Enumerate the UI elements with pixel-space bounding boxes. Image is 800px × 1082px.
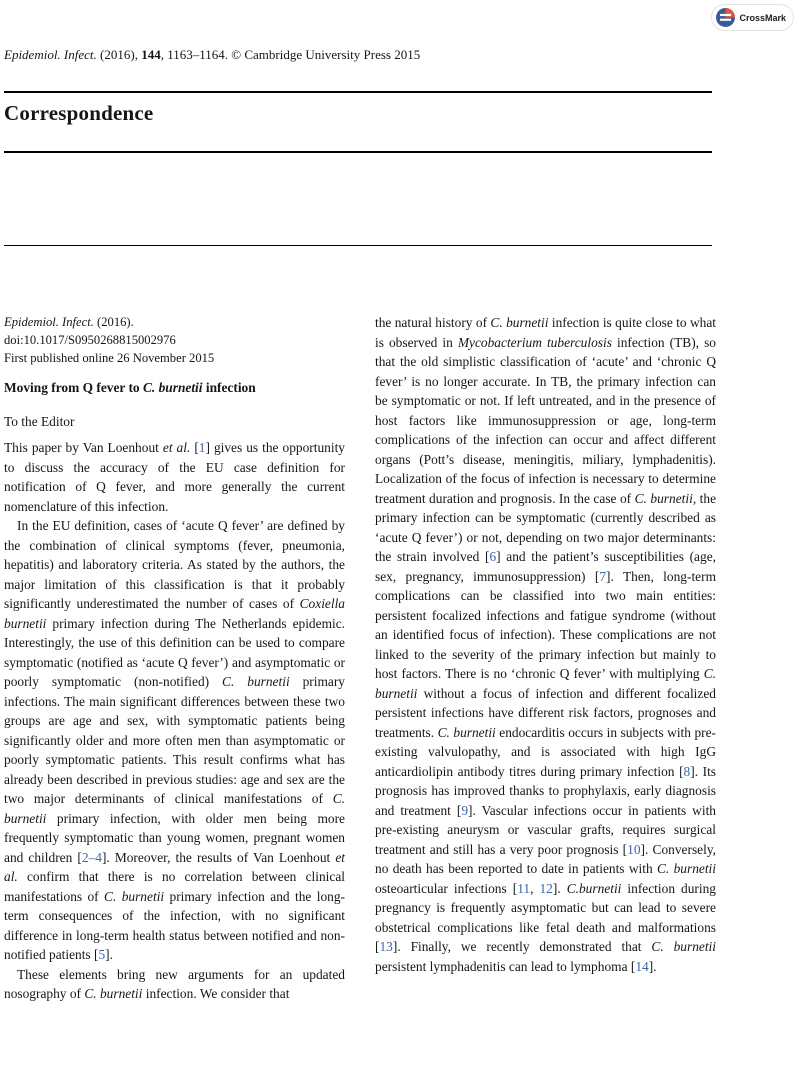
text-run: C.burnetii: [566, 880, 622, 896]
citation-link[interactable]: 1: [198, 440, 206, 455]
text-run: persistent lymphadenitis can lead to lymphoma [: [375, 958, 636, 974]
text-run: In the EU definition, cases of ‘acute Q fever’ are defined by the combination of clinical symptoms (fever, pneumonia, hepatitis) and laboratory criteria. As stated by the authors, the major limitation of this classification is that it probably significantly underestimated the number of cases of: [4, 518, 345, 611]
thin-separator-rule: [4, 245, 712, 246]
citation-link[interactable]: 14: [635, 958, 649, 974]
right-column: [375, 313, 716, 1004]
text-run: ]. Then, long-term complications can be classified into two main entities: persistent focalized infections and fatigue syndrome (without an identified focus of infection). These complications are not linked to the severity of the primary infection but mainly to host factors. There is no ‘chronic Q fever’ with multiplying: [375, 568, 716, 681]
paragraph: [4, 965, 345, 1004]
text-run: C. burnetii: [656, 861, 716, 876]
paragraph: [4, 349, 345, 367]
text-run: without a focus of infection and different focalized persistent infections have different risk factors, prognoses and treatments.: [375, 685, 716, 740]
text-run: infection is quite close to what is observed in: [375, 315, 716, 350]
text-run: ].: [552, 880, 567, 896]
text-run: Coxiella burnetii: [4, 596, 345, 631]
paragraph: [375, 313, 716, 976]
text-run: endocarditis occurs in subjects with pre-existing valvulopathy, and is associated with high IgG anticardiolipin antibody titres during primary infection [: [375, 724, 716, 779]
paragraph: [4, 313, 345, 331]
text-run: C. burnetii: [634, 490, 693, 506]
text-run: C. burnetii: [222, 674, 290, 689]
text-run: ]. Moreover, the results of Van Loenhout: [101, 849, 336, 865]
text-run: This paper by Van Loenhout: [4, 440, 163, 455]
text-run: C. burnetii: [142, 380, 203, 395]
text-run: doi:10.1017/S0950268815002976: [4, 333, 176, 347]
article-reference-block: [4, 313, 345, 367]
text-run: the natural history of: [375, 315, 491, 330]
crossmark-label: CrossMark: [739, 12, 786, 23]
citation-link[interactable]: 9: [461, 802, 469, 818]
salutation: To the Editor: [4, 413, 75, 429]
text-run: primary infection, with older men being more frequently symptomatic than young women, pregnant women and children [: [4, 810, 345, 865]
text-run: C. burnetii: [375, 666, 716, 701]
citation-link[interactable]: 2–4: [81, 849, 102, 865]
citation-link[interactable]: 13: [379, 939, 393, 954]
text-run: primary infection and the long-term consequences of the infection, with no significant difference in long-term health status between notified and non-notified patients [: [4, 888, 345, 962]
text-run: infection during pregnancy is frequently asymptomatic but can lead to severe obstetrical complications like fetal death and malformations [: [375, 880, 716, 954]
left-column-paragraphs: [4, 438, 345, 1004]
text-run: (2016).: [93, 315, 134, 329]
left-column: [4, 313, 345, 1004]
section-title: Correspondence: [4, 101, 154, 125]
text-run: 144: [141, 47, 161, 62]
text-run: Epidemiol. Infect.: [4, 47, 97, 62]
paragraph: [4, 331, 345, 349]
text-run: ] and the patient’s susceptibilities (age, sex, pregnancy, immunosuppression) [: [375, 549, 716, 584]
citation-link[interactable]: 11: [517, 880, 531, 896]
text-run: confirm that there is no correlation between clinical manifestations of: [4, 869, 345, 904]
text-run: C. burnetii: [651, 939, 716, 954]
text-run: osteoarticular infections [: [375, 880, 518, 896]
text-run: ]. Conversely, no death has been reported to date in patients with: [375, 841, 716, 876]
article-title: [4, 378, 345, 398]
top-rule: [4, 91, 712, 93]
text-run: ] gives us the opportunity to discuss the accuracy of the EU case definition for notification of Q fever, and more generally the current nomenclature of this infection.: [4, 440, 345, 514]
text-run: (2016),: [96, 47, 142, 62]
text-run: Mycobacterium tuberculosis: [457, 334, 612, 350]
citation-link[interactable]: 8: [683, 763, 691, 779]
crossmark-logo-icon: [716, 8, 735, 27]
text-run: ].: [648, 958, 657, 974]
citation-link[interactable]: 12: [539, 880, 553, 896]
title-bottom-rule: [4, 151, 712, 153]
text-run: These elements bring new arguments for an updated nosography of: [4, 966, 345, 1001]
citation-link[interactable]: 5: [98, 947, 106, 962]
two-column-body: [4, 313, 716, 1004]
text-run: infection: [202, 380, 256, 395]
text-run: et al.: [162, 440, 191, 455]
text-run: primary infections. The main significant differences between these two groups are age and sex, with symptomatic patients being significantly older and more often men than asymptomatic or poorly symptomatic patients. This result confirms what has already been described in previous studies: age and sex are the two major determinants of clinical manifestations of: [4, 674, 345, 806]
text-run: First published online 26 November 2015: [4, 351, 215, 365]
text-run: C. burnetii: [437, 724, 496, 740]
text-run: [: [190, 440, 199, 455]
journal-citation-line: [4, 47, 420, 63]
text-run: C. burnetii: [4, 791, 345, 826]
text-run: et al.: [4, 849, 345, 884]
text-run: C. burnetii: [84, 986, 143, 1001]
text-run: ]. Vascular infections occur in patients with pre-existing aneurysm or vascular grafts, requires surgical treatment and still has a very poor prognosis [: [375, 802, 716, 857]
right-column-paragraphs: [375, 313, 716, 976]
paragraph: [4, 516, 345, 965]
text-run: primary infection during The Netherlands epidemic. Interestingly, the use of this definition can be used to compare symptomatic (notified as ‘acute Q fever’) and asymptomatic or poorly symptomatic (non-notified): [4, 615, 345, 689]
text-run: ]. Finally, we recently demonstrated that: [392, 939, 652, 954]
text-run: C. burnetii: [490, 315, 549, 330]
text-run: Epidemiol. Infect.: [4, 315, 94, 329]
paragraph: [4, 438, 345, 516]
citation-link[interactable]: 10: [627, 841, 641, 857]
text-run: Moving from Q fever to: [4, 380, 143, 395]
citation-link[interactable]: 7: [599, 568, 607, 584]
text-run: , the primary infection can be symptomatic (currently described as ‘acute Q fever’) or not, depending on two major determinants: the strain involved [: [375, 490, 717, 564]
citation-link[interactable]: 6: [489, 549, 497, 564]
text-run: infection (TB), so that the old simplistic classification of ‘acute’ and ‘chronic Q fever’ is no longer accurate. In TB, the primary infection can be symptomatic or not. If left untreated, and in the presence of host factors like immunosuppression or age, long-term complications of the infection can occur and affect different organs (Pott’s disease, meningitis, miliary, lymphadenitis). Localization of the focus of infection is necessary to determine treatment duration and prognosis. In the case of: [375, 334, 716, 506]
text-run: ,: [530, 880, 540, 896]
text-run: C. burnetii: [104, 888, 165, 904]
text-run: ].: [105, 947, 113, 962]
text-run: , 1163–1164. © Cambridge University Press 2015: [160, 47, 421, 62]
text-run: infection. We consider that: [142, 986, 290, 1001]
text-run: ]. Its prognosis has improved thanks to prophylaxis, early diagnosis and treatment [: [375, 763, 716, 818]
crossmark-badge[interactable]: [711, 4, 794, 31]
